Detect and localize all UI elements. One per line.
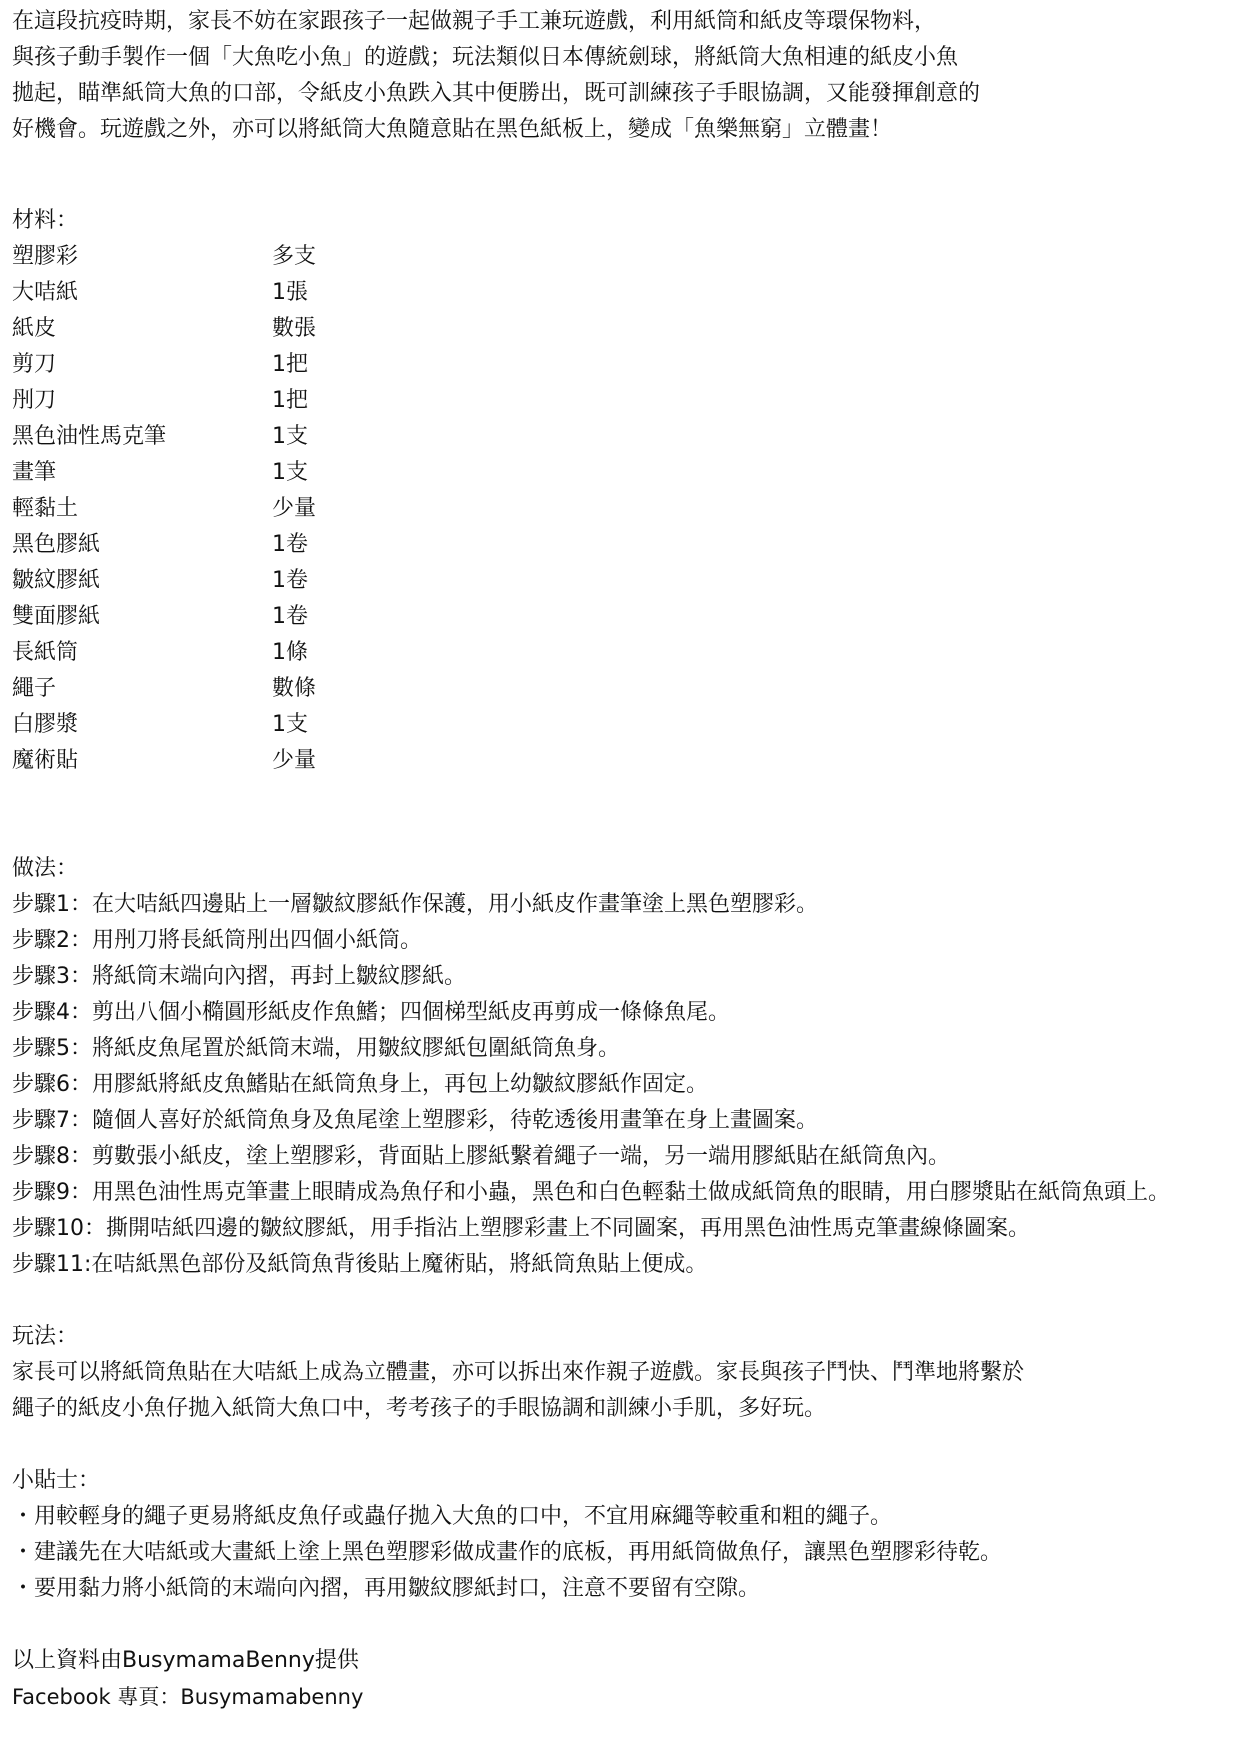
material-name: 白膠漿 [12, 712, 79, 737]
material-row [12, 275, 1227, 311]
step-item [12, 1247, 1227, 1283]
material-row [12, 527, 1227, 563]
material-row [12, 563, 1227, 599]
step-item [12, 887, 1227, 923]
material-qty: 1卷 [272, 568, 308, 593]
material-name: 大咭紙 [12, 280, 79, 305]
step-label: 步驟10： [12, 1216, 106, 1241]
material-row [12, 311, 1227, 347]
material-name: 黑色膠紙 [12, 532, 101, 557]
tip-item: ・建議先在大咭紙或大畫紙上塗上黑色塑膠彩做成畫作的底板，再用紙筒做魚仔，讓黑色塑膠彩待乾。 [12, 1540, 1003, 1565]
play-line: 家長可以將紙筒魚貼在大咭紙上成為立體畫，亦可以拆出來作親子遊戲。家長與孩子鬥快、鬥準地將繫於 [12, 1360, 1025, 1385]
step-text: 撕開咭紙四邊的皺紋膠紙，用手指沾上塑膠彩畫上不同圖案，再用黑色油性馬克筆畫線條圖案。 [106, 1216, 1031, 1241]
material-name: 紙皮 [12, 316, 57, 341]
material-qty: 多支 [272, 244, 317, 269]
step-text: 剪數張小紙皮，塗上塑膠彩，背面貼上膠紙繫着繩子一端，另一端用膠紙貼在紙筒魚內。 [92, 1144, 951, 1169]
article-page [12, 4, 1227, 1715]
step-label: 步驟8： [12, 1144, 92, 1169]
material-qty: 1把 [272, 388, 308, 413]
step-item [12, 1067, 1227, 1103]
material-row [12, 383, 1227, 419]
intro-paragraph [12, 4, 1227, 148]
material-qty: 1支 [272, 424, 308, 449]
step-text: 隨個人喜好於紙筒魚身及魚尾塗上塑膠彩，待乾透後用畫筆在身上畫圖案。 [92, 1108, 819, 1133]
material-name: 雙面膠紙 [12, 604, 101, 629]
tips-section [12, 1463, 1227, 1607]
step-text: 在咭紙黑色部份及紙筒魚背後貼上魔術貼，將紙筒魚貼上便成。 [91, 1252, 708, 1277]
method-section [12, 851, 1227, 1283]
material-row [12, 491, 1227, 527]
material-qty: 1支 [272, 712, 308, 737]
material-name: 刐刀 [12, 388, 57, 413]
material-row [12, 743, 1227, 779]
material-qty: 數張 [272, 316, 317, 341]
step-item [12, 995, 1227, 1031]
material-row [12, 455, 1227, 491]
material-qty: 1卷 [272, 604, 308, 629]
step-label: 步驟11: [12, 1252, 92, 1277]
facebook-page-text: Facebook 專頁：Busymamabenny [12, 1685, 364, 1709]
play-heading: 玩法： [12, 1324, 79, 1349]
step-item [12, 1175, 1227, 1211]
step-text: 將紙筒末端向內摺，再封上皺紋膠紙。 [92, 964, 467, 989]
step-text: 用刐刀將長紙筒刐出四個小紙筒。 [92, 928, 423, 953]
intro-line: 好機會。玩遊戲之外，亦可以將紙筒大魚隨意貼在黑色紙板上，變成「魚樂無窮」立體畫！ [12, 117, 893, 142]
step-label: 步驟5： [12, 1036, 92, 1061]
material-qty: 1把 [272, 352, 308, 377]
step-item [12, 1139, 1227, 1175]
step-text: 在大咭紙四邊貼上一層皺紋膠紙作保護，用小紙皮作畫筆塗上黑色塑膠彩。 [92, 892, 819, 917]
tips-heading: 小貼士： [12, 1468, 101, 1493]
step-item [12, 1031, 1227, 1067]
material-qty: 數條 [272, 676, 317, 701]
material-row [12, 707, 1227, 743]
step-label: 步驟9： [12, 1180, 92, 1205]
material-qty: 1張 [272, 280, 308, 305]
footer-section [12, 1643, 1227, 1715]
materials-heading: 材料： [12, 208, 79, 233]
step-text: 將紙皮魚尾置於紙筒末端，用皺紋膠紙包圍紙筒魚身。 [92, 1036, 621, 1061]
play-section [12, 1319, 1227, 1427]
tip-item: ・要用黏力將小紙筒的末端向內摺，再用皺紋膠紙封口，注意不要留有空隙。 [12, 1576, 761, 1601]
intro-line: 在這段抗疫時期，家長不妨在家跟孩子一起做親子手工兼玩遊戲，利用紙筒和紙皮等環保物料， [12, 9, 937, 34]
material-row [12, 599, 1227, 635]
material-name: 長紙筒 [12, 640, 79, 665]
step-item [12, 1211, 1227, 1247]
material-name: 塑膠彩 [12, 244, 79, 269]
material-row [12, 419, 1227, 455]
credit-text: 以上資料由BusymamaBenny提供 [12, 1648, 359, 1673]
materials-list [12, 239, 1227, 779]
tip-item: ・用較輕身的繩子更易將紙皮魚仔或蟲仔拋入大魚的口中，不宜用麻繩等較重和粗的繩子。 [12, 1504, 893, 1529]
intro-line: 拋起，瞄準紙筒大魚的口部，令紙皮小魚跌入其中便勝出，既可訓練孩子手眼協調，又能發揮創意的 [12, 81, 981, 106]
material-name: 畫筆 [12, 460, 57, 485]
step-text: 用膠紙將紙皮魚鰭貼在紙筒魚身上，再包上幼皺紋膠紙作固定。 [92, 1072, 709, 1097]
intro-line: 與孩子動手製作一個「大魚吃小魚」的遊戲；玩法類似日本傳統劍球，將紙筒大魚相連的紙皮小魚 [12, 45, 959, 70]
step-item [12, 923, 1227, 959]
material-name: 魔術貼 [12, 748, 79, 773]
material-row [12, 635, 1227, 671]
material-name: 繩子 [12, 676, 57, 701]
step-label: 步驟7： [12, 1108, 92, 1133]
material-qty: 1支 [272, 460, 308, 485]
material-name: 皺紋膠紙 [12, 568, 101, 593]
material-row [12, 347, 1227, 383]
material-name: 黑色油性馬克筆 [12, 424, 167, 449]
step-label: 步驟1： [12, 892, 92, 917]
material-qty: 1卷 [272, 532, 308, 557]
step-label: 步驟2： [12, 928, 92, 953]
play-line: 繩子的紙皮小魚仔拋入紙筒大魚口中，考考孩子的手眼協調和訓練小手肌，多好玩。 [12, 1396, 827, 1421]
method-heading: 做法： [12, 856, 79, 881]
material-name: 剪刀 [12, 352, 57, 377]
step-label: 步驟4： [12, 1000, 92, 1025]
material-row [12, 239, 1227, 275]
step-text: 剪出八個小橢圓形紙皮作魚鰭；四個梯型紙皮再剪成一條條魚尾。 [92, 1000, 731, 1025]
material-qty: 少量 [272, 496, 317, 521]
material-name: 輕黏土 [12, 496, 79, 521]
step-item [12, 959, 1227, 995]
material-qty: 1條 [272, 640, 308, 665]
step-label: 步驟6： [12, 1072, 92, 1097]
material-qty: 少量 [272, 748, 317, 773]
step-label: 步驟3： [12, 964, 92, 989]
materials-section [12, 203, 1227, 779]
step-text: 用黑色油性馬克筆畫上眼睛成為魚仔和小蟲，黑色和白色輕黏土做成紙筒魚的眼睛，用白膠漿貼在紙筒魚頭上。 [92, 1180, 1171, 1205]
material-row [12, 671, 1227, 707]
step-item [12, 1103, 1227, 1139]
